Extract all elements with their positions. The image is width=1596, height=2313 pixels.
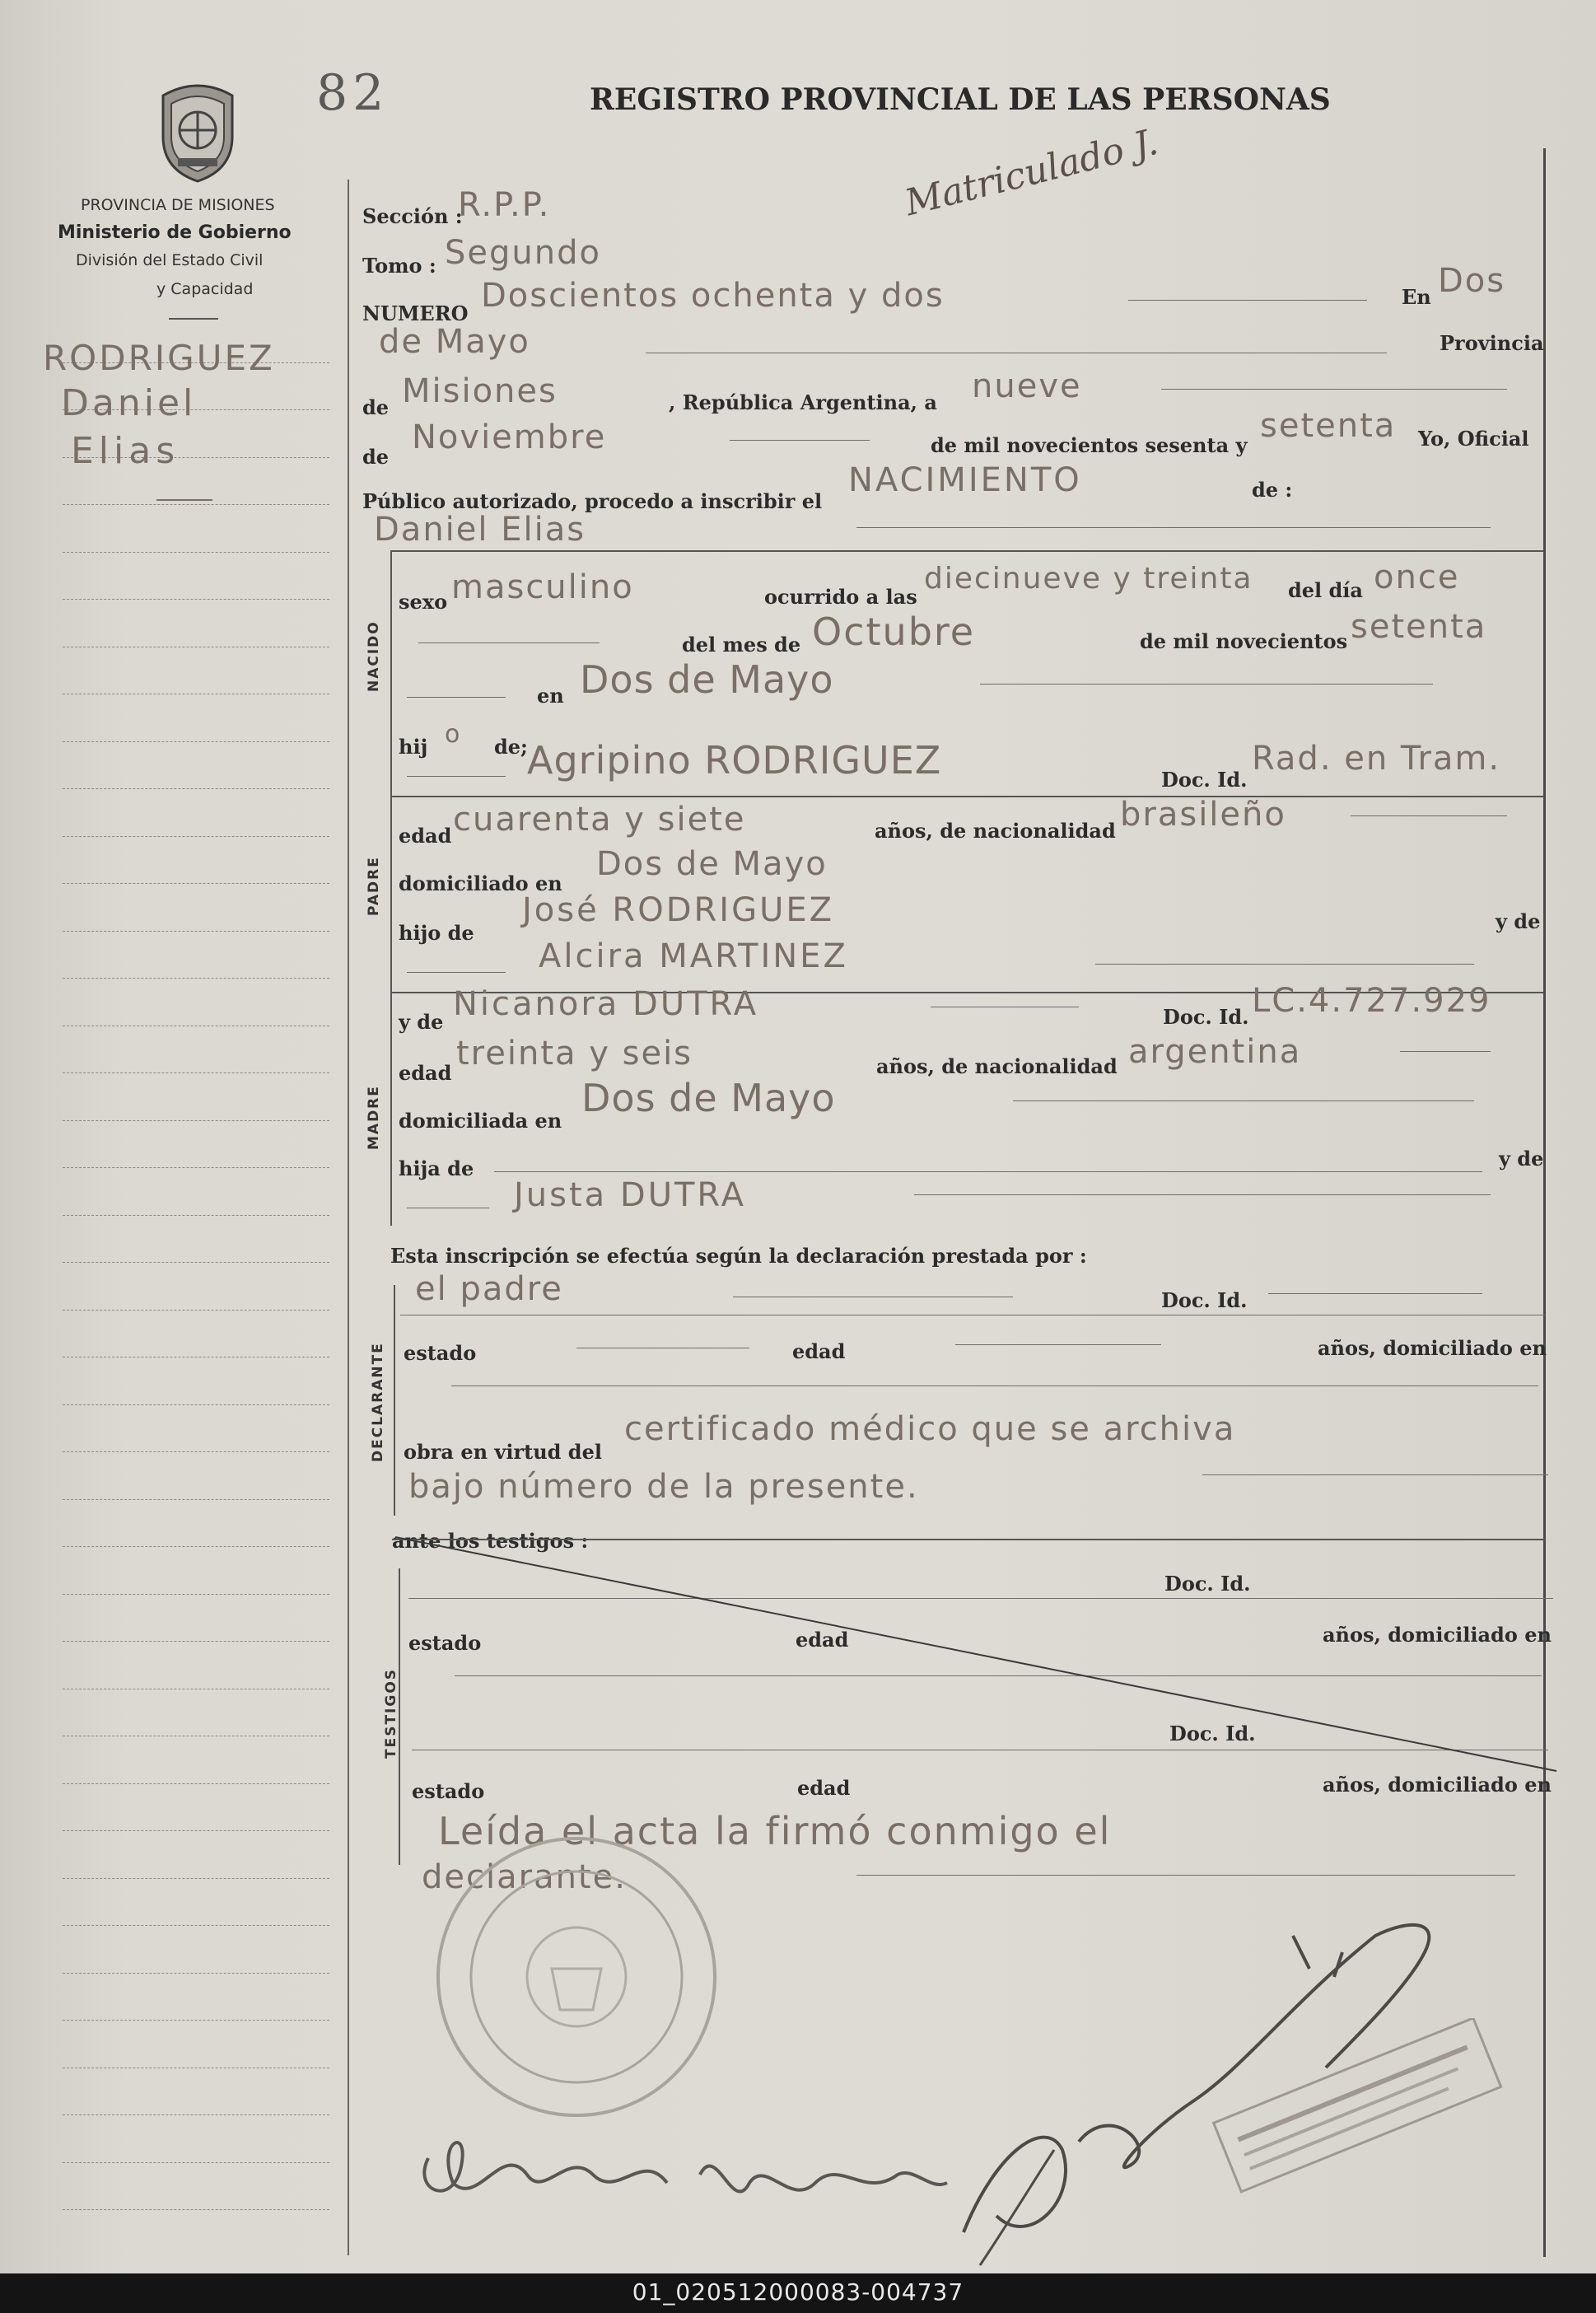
padre-edad-label: edad xyxy=(399,824,452,848)
rule xyxy=(407,972,506,973)
dia-nacido-value: once xyxy=(1374,558,1460,596)
section-label-padre: PADRE xyxy=(366,856,382,916)
rule xyxy=(914,1194,1491,1195)
section-label-declarante: DECLARANTE xyxy=(370,1342,386,1462)
mes-value: Noviembre xyxy=(412,418,607,456)
section-label-nacido: NACIDO xyxy=(366,620,382,692)
lugar-line2: de Mayo xyxy=(379,323,530,361)
madre-hija-de-label: hija de xyxy=(399,1156,474,1180)
rule xyxy=(730,440,870,441)
tomo-value: Segundo xyxy=(445,234,601,272)
anio-nacido-value: setenta xyxy=(1351,608,1487,646)
reference-bar xyxy=(0,2273,1596,2313)
rule xyxy=(1351,815,1507,816)
ministry-label: Ministerio de Gobierno xyxy=(58,222,292,243)
province-crest-icon xyxy=(147,79,249,185)
testigo2-edad-label: edad xyxy=(797,1776,851,1800)
sexo-value: masculino xyxy=(451,568,634,606)
de-label: de xyxy=(362,395,390,419)
section-divider xyxy=(390,550,1543,552)
rule xyxy=(1268,1293,1482,1294)
padre-dom-value: Dos de Mayo xyxy=(596,845,828,883)
madre-yde2-label: y de xyxy=(1499,1147,1544,1171)
rule xyxy=(856,1875,1515,1876)
madre-doc-value: LC.4.727.929 xyxy=(1252,982,1491,1020)
numero-value: Doscientos ochenta y dos xyxy=(481,277,945,315)
hijo-label: hij xyxy=(399,735,428,759)
padre-doc-value: Rad. en Tram. xyxy=(1252,740,1501,778)
padre-yde-label: y de xyxy=(1496,909,1541,933)
margin-dash xyxy=(156,499,212,501)
provincia-label: Provincia xyxy=(1440,331,1544,355)
declarante-obra-label: obra en virtud del xyxy=(404,1440,602,1464)
reference-id: 01_020512000083-004737 xyxy=(632,2278,964,2306)
de3-label: de : xyxy=(1252,478,1293,502)
hijo-suffix: o xyxy=(445,720,462,749)
margin-name1: Daniel xyxy=(61,382,197,424)
tomo-label: Tomo : xyxy=(362,254,436,278)
en-label: En xyxy=(1402,285,1431,309)
dia-label: del día xyxy=(1288,578,1363,602)
madre-dom-value: Dos de Mayo xyxy=(581,1076,836,1120)
madre-dom-label: domiciliada en xyxy=(399,1109,562,1133)
rule xyxy=(494,1171,1482,1172)
madre-doc-label: Doc. Id. xyxy=(1163,1005,1249,1029)
padre-doc-label: Doc. Id. xyxy=(1161,768,1248,792)
margin-name2: Elias xyxy=(71,430,180,472)
seccion-label: Sección : xyxy=(362,204,463,228)
rule xyxy=(1095,964,1474,965)
testigo2-estado-label: estado xyxy=(412,1779,485,1803)
ocurrido-label: ocurrido a las xyxy=(764,585,917,609)
en-nacido-label: en xyxy=(537,684,564,708)
divider xyxy=(169,318,218,320)
padre-nac-label: años, de nacionalidad xyxy=(875,819,1116,843)
rule xyxy=(407,697,506,698)
left-column-border xyxy=(348,180,349,2255)
rule xyxy=(407,776,506,777)
mil-label: de mil novecientos sesenta y xyxy=(931,433,1248,457)
mes-label: del mes de xyxy=(682,633,801,657)
testigo1-anios-label: años, domiciliado en xyxy=(1323,1623,1552,1647)
declarant-signature xyxy=(404,2092,964,2257)
rule xyxy=(856,527,1491,528)
declarante-estado-label: estado xyxy=(404,1341,477,1365)
officer-signature xyxy=(947,1903,1524,2273)
padre-nac-value: brasileño xyxy=(1120,796,1286,834)
province-label: PROVINCIA DE MISIONES xyxy=(81,196,275,214)
lugar-nacido-value: Dos de Mayo xyxy=(580,657,834,702)
madre-nac-value: argentina xyxy=(1128,1033,1302,1071)
rule xyxy=(1128,300,1367,301)
publico-label: Público autorizado, procedo a inscribir el xyxy=(362,489,823,513)
rule xyxy=(1400,1051,1491,1052)
rule xyxy=(418,642,600,643)
hijo-de-label: de; xyxy=(494,735,528,759)
en-value: Dos xyxy=(1438,262,1506,300)
madre-madre-value: Justa DUTRA xyxy=(514,1176,746,1214)
madre-edad-value: treinta y seis xyxy=(456,1035,693,1072)
declarante-intro: Esta inscripción se efectúa según la declaración prestada por : xyxy=(390,1244,1087,1268)
mes-nacido-value: Octubre xyxy=(812,610,976,654)
rule xyxy=(955,1344,1161,1345)
cierre-line2: declarante. xyxy=(422,1858,627,1896)
declarante-obra1: certificado médico que se archiva xyxy=(624,1410,1236,1448)
madre-yde-label: y de xyxy=(399,1010,444,1034)
padre-madre-value: Alcira MARTINEZ xyxy=(539,937,848,975)
testigo1-edad-label: edad xyxy=(796,1628,849,1652)
division-label: División del Estado Civil xyxy=(76,251,264,269)
dia-value: nueve xyxy=(972,367,1082,405)
official-seal-stamp xyxy=(428,1829,725,2125)
section-label-madre: MADRE xyxy=(366,1085,382,1150)
cierre-line1: Leída el acta la firmó conmigo el xyxy=(438,1809,1112,1853)
document-title: REGISTRO PROVINCIAL DE LAS PERSONAS xyxy=(590,82,1331,117)
right-border xyxy=(1543,148,1546,2257)
cancel-stroke xyxy=(395,1532,1565,1779)
padre-hijo-de-label: hijo de xyxy=(399,921,474,945)
testigos-intro: ante los testigos : xyxy=(392,1529,589,1553)
provincia-value: Misiones xyxy=(402,372,558,410)
sexo-label: sexo xyxy=(399,590,448,614)
madre-nac-label: años, de nacionalidad xyxy=(876,1054,1118,1078)
anio-label: de mil novecientos xyxy=(1140,629,1348,653)
section-divider xyxy=(390,796,1543,797)
testigo1-doc-label: Doc. Id. xyxy=(1164,1572,1251,1596)
numero-label: NUMERO xyxy=(362,301,469,325)
hora-value: diecinueve y treinta xyxy=(924,562,1253,596)
seccion-value: R.P.P. xyxy=(458,186,551,224)
rule xyxy=(1202,1474,1548,1475)
republica-label: , República Argentina, a xyxy=(669,390,937,414)
oficial-label: Yo, Oficial xyxy=(1418,427,1529,451)
margin-annotation: Matriculado J. xyxy=(900,120,1163,225)
declarante-doc-label: Doc. Id. xyxy=(1161,1288,1248,1312)
acto-value: NACIMIENTO xyxy=(848,461,1082,499)
padre-dom-label: domiciliado en xyxy=(399,871,562,895)
padre-padre-value: José RODRIGUEZ xyxy=(522,891,835,929)
declarante-obra2: bajo número de la presente. xyxy=(408,1468,919,1506)
rule xyxy=(451,1385,1538,1386)
testigo2-doc-label: Doc. Id. xyxy=(1169,1722,1256,1745)
madre-edad-label: edad xyxy=(399,1061,452,1085)
testigo1-estado-label: estado xyxy=(408,1631,482,1655)
rule xyxy=(1161,389,1507,390)
declarante-anios-label: años, domiciliado en xyxy=(1318,1336,1547,1360)
margin-surname: RODRIGUEZ xyxy=(43,338,275,378)
page-number: 82 xyxy=(316,64,390,122)
anio-value: setenta xyxy=(1260,407,1397,445)
de2-label: de xyxy=(362,445,390,469)
section-border xyxy=(394,1285,395,1516)
padre-edad-value: cuarenta y siete xyxy=(453,801,746,839)
madre-nombre: Nicanora DUTRA xyxy=(453,985,759,1023)
section-border xyxy=(390,550,392,1226)
declarante-nombre: el padre xyxy=(415,1270,563,1308)
rule xyxy=(980,684,1433,685)
testigo2-anios-label: años, domiciliado en xyxy=(1323,1773,1552,1797)
capacity-label: y Capacidad xyxy=(156,280,254,298)
nombre-value: Daniel Elias xyxy=(374,511,586,549)
rule xyxy=(1013,1100,1474,1101)
padre-nombre: Agripino RODRIGUEZ xyxy=(527,738,942,783)
section-label-testigos: TESTIGOS xyxy=(383,1667,399,1759)
declarante-edad-label: edad xyxy=(792,1339,846,1363)
